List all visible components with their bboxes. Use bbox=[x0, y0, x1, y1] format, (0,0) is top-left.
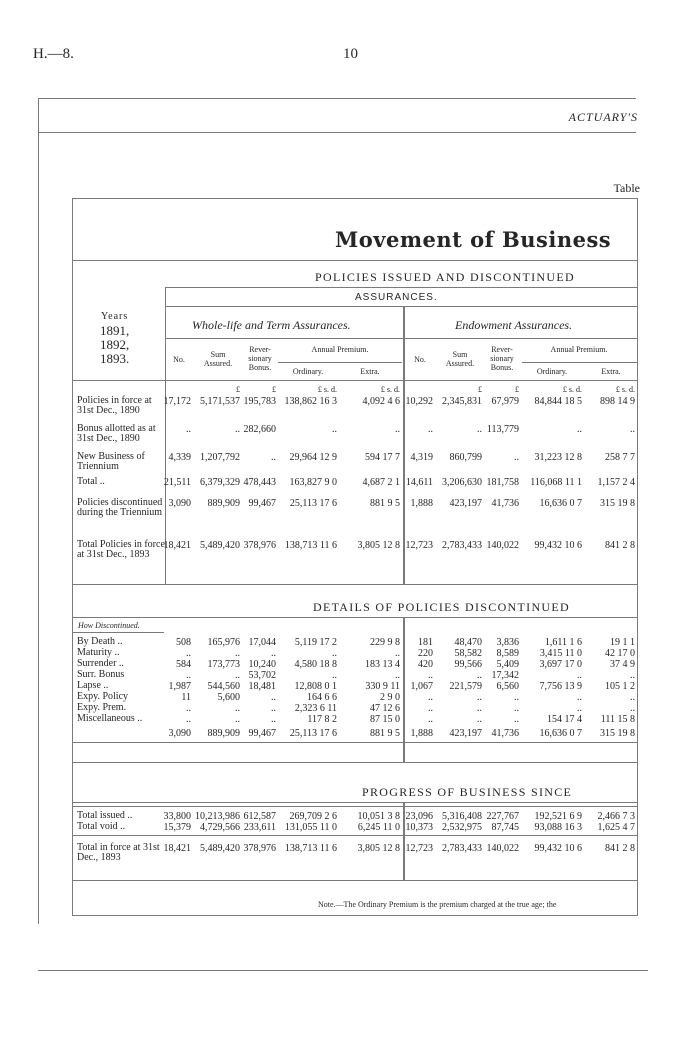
annual-rule bbox=[278, 362, 402, 363]
col-sum-assured: Sum Assured. bbox=[203, 350, 233, 368]
col-sum-assured: Sum Assured. bbox=[445, 350, 475, 368]
table-cell: 181,758 bbox=[486, 477, 519, 488]
details-heading: DETAILS OF POLICIES DISCONTINUED bbox=[313, 600, 570, 614]
footnote: Note.—The Ordinary Premium is the premium charged at the true age; the bbox=[318, 900, 557, 909]
table-cell: 584 bbox=[176, 659, 191, 670]
table-cell: 220 bbox=[418, 648, 433, 659]
table-cell: .. bbox=[271, 714, 276, 725]
table-cell: 11 bbox=[181, 692, 191, 703]
table-cell: 10,373 bbox=[405, 822, 433, 833]
details-total-rule bbox=[72, 742, 638, 743]
progress-heading-rule bbox=[72, 802, 638, 803]
how-rule bbox=[72, 632, 164, 633]
table-cell: .. bbox=[577, 670, 582, 681]
annual-rule bbox=[522, 362, 637, 363]
table-cell: 269,709 2 6 bbox=[289, 811, 337, 822]
table-cell: 881 9 5 bbox=[370, 728, 400, 739]
year-1893: 1893. bbox=[100, 351, 130, 366]
table-cell: 6,560 bbox=[496, 681, 519, 692]
table-cell: 4,092 4 6 bbox=[362, 396, 400, 407]
table-cell: 192,521 6 9 bbox=[534, 811, 582, 822]
table-cell: .. bbox=[395, 648, 400, 659]
table-cell: .. bbox=[577, 692, 582, 703]
table-cell: 4,687 2 1 bbox=[362, 477, 400, 488]
table-cell: 5,316,408 bbox=[442, 811, 482, 822]
table-cell: .. bbox=[630, 424, 635, 435]
table-cell: 18,421 bbox=[163, 843, 191, 854]
row-label: Total void .. bbox=[77, 821, 126, 832]
row-label: Expy. Prem. bbox=[77, 702, 127, 713]
table-cell: 2,783,433 bbox=[442, 540, 482, 551]
table-cell: 87 15 0 bbox=[370, 714, 400, 725]
table-cell: 233,611 bbox=[243, 822, 276, 833]
table-cell: 41,736 bbox=[491, 498, 519, 509]
col-extra: Extra. bbox=[601, 367, 621, 376]
page-left-rule bbox=[38, 98, 39, 924]
table-cell: 18,481 bbox=[248, 681, 276, 692]
table-cell: 258 7 7 bbox=[605, 452, 635, 463]
table-cell: 105 1 2 bbox=[605, 681, 635, 692]
table-cell: 41,736 bbox=[491, 728, 519, 739]
table-cell: 594 17 7 bbox=[365, 452, 400, 463]
title-rule bbox=[72, 260, 638, 261]
table-cell: 21,511 bbox=[163, 477, 191, 488]
table-cell: 16,636 0 7 bbox=[539, 498, 582, 509]
assurances-rule bbox=[165, 306, 637, 307]
table-cell: 113,779 bbox=[486, 424, 519, 435]
table-cell: 138,862 16 3 bbox=[284, 396, 337, 407]
table-cell: 25,113 17 6 bbox=[289, 498, 337, 509]
table-cell: 58,582 bbox=[454, 648, 482, 659]
years-block bbox=[100, 310, 129, 366]
table-cell: .. bbox=[332, 424, 337, 435]
unit-label: £ bbox=[478, 385, 482, 394]
table-cell: .. bbox=[428, 670, 433, 681]
table-cell: 111 15 8 bbox=[600, 714, 635, 725]
table-cell: 3,805 12 8 bbox=[357, 843, 400, 854]
table-cell: 14,611 bbox=[405, 477, 433, 488]
table-cell: 5,119 17 2 bbox=[294, 637, 337, 648]
table-cell: 99,566 bbox=[454, 659, 482, 670]
row-label: Policies in force at 31st Dec., 1890 bbox=[77, 395, 152, 416]
table-cell: 10,240 bbox=[248, 659, 276, 670]
col-ordinary: Ordinary. bbox=[536, 367, 568, 376]
table-cell: 183 13 4 bbox=[365, 659, 400, 670]
table-cell: 140,022 bbox=[486, 843, 519, 854]
page-header-code: H.—8. bbox=[33, 46, 74, 62]
table-cell: 1,625 4 7 bbox=[597, 822, 635, 833]
table-cell: .. bbox=[332, 648, 337, 659]
table-cell: 116,068 11 1 bbox=[530, 477, 582, 488]
row-label: Policies discontinued during the Triennium bbox=[77, 497, 163, 518]
table-cell: 93,088 16 3 bbox=[534, 822, 582, 833]
col-ordinary: Ordinary. bbox=[292, 367, 324, 376]
table-cell: 84,844 18 5 bbox=[534, 396, 582, 407]
table-cell: 16,636 0 7 bbox=[539, 728, 582, 739]
assurances-heading: ASSURANCES. bbox=[355, 292, 438, 303]
table-cell: 5,489,420 bbox=[200, 540, 240, 551]
table-cell: .. bbox=[271, 648, 276, 659]
table-cell: 2,532,975 bbox=[442, 822, 482, 833]
table-cell: 3,206,630 bbox=[442, 477, 482, 488]
table-cell: 889,909 bbox=[207, 498, 240, 509]
bottom-page-rule bbox=[38, 970, 648, 971]
table-cell: .. bbox=[428, 424, 433, 435]
table-cell: 2,783,433 bbox=[442, 843, 482, 854]
table-top-rule bbox=[72, 198, 638, 199]
table-cell: 117 8 2 bbox=[307, 714, 337, 725]
unit-label: £ s. d. bbox=[615, 385, 635, 394]
table-cell: 221,579 bbox=[449, 681, 482, 692]
table-cell: 17,342 bbox=[491, 670, 519, 681]
table-cell: 165,976 bbox=[207, 637, 240, 648]
row-label: Surrender .. bbox=[77, 658, 124, 669]
table-cell: 6,379,329 bbox=[200, 477, 240, 488]
table-cell: .. bbox=[271, 452, 276, 463]
table-cell: 67,979 bbox=[491, 396, 519, 407]
section1-end-rule bbox=[72, 584, 638, 585]
table-cell: 478,443 bbox=[243, 477, 276, 488]
table-cell: 1,207,792 bbox=[200, 452, 240, 463]
group-endowment: Endowment Assurances. bbox=[455, 318, 573, 332]
row-label: Expy. Policy bbox=[77, 691, 129, 702]
table-cell: 227,767 bbox=[486, 811, 519, 822]
unit-label: £ bbox=[272, 385, 276, 394]
table-cell: .. bbox=[235, 670, 240, 681]
table-cell: 6,245 11 0 bbox=[357, 822, 400, 833]
table-cell: .. bbox=[577, 703, 582, 714]
page-number: 10 bbox=[343, 46, 358, 62]
details-heading-rule bbox=[72, 617, 638, 618]
unit-label: £ bbox=[515, 385, 519, 394]
header-bottom-rule bbox=[72, 380, 638, 381]
table-cell: 544,560 bbox=[207, 681, 240, 692]
table-cell: 1,611 1 6 bbox=[544, 637, 582, 648]
table-cell: 315 19 8 bbox=[600, 498, 635, 509]
table-cell: 99,432 10 6 bbox=[534, 540, 582, 551]
table-cell: 8,589 bbox=[496, 648, 519, 659]
table-cell: 898 14 9 bbox=[600, 396, 635, 407]
table-cell: 2,345,831 bbox=[442, 396, 482, 407]
table-cell: 10,213,986 bbox=[195, 811, 240, 822]
table-cell: 47 12 6 bbox=[370, 703, 400, 714]
table-cell: 138,713 11 6 bbox=[284, 843, 337, 854]
table-cell: .. bbox=[514, 692, 519, 703]
table-cell: 3,090 bbox=[168, 498, 191, 509]
row-label: Bonus allotted as at 31st Dec., 1890 bbox=[77, 423, 156, 444]
year-1892: 1892, bbox=[100, 337, 130, 352]
table-cell: 10,292 bbox=[405, 396, 433, 407]
table-cell: 23,096 bbox=[405, 811, 433, 822]
table-cell: .. bbox=[235, 424, 240, 435]
table-title: Movement of Business bbox=[335, 227, 612, 252]
table-cell: .. bbox=[630, 670, 635, 681]
table-cell: 10,051 3 8 bbox=[357, 811, 400, 822]
table-cell: .. bbox=[235, 703, 240, 714]
table-cell: .. bbox=[428, 692, 433, 703]
progress-heading-rule bbox=[72, 806, 638, 807]
table-cell: .. bbox=[514, 452, 519, 463]
table-right-rule bbox=[637, 198, 638, 916]
table-cell: 378,976 bbox=[243, 843, 276, 854]
row-label: New Business of Triennium bbox=[77, 451, 145, 472]
section-rule bbox=[38, 132, 636, 133]
table-cell: .. bbox=[477, 424, 482, 435]
unit-label: £ s. d. bbox=[380, 385, 400, 394]
table-cell: .. bbox=[395, 670, 400, 681]
table-cell: .. bbox=[186, 670, 191, 681]
table-cell: 330 9 11 bbox=[365, 681, 400, 692]
table-cell: 173,773 bbox=[207, 659, 240, 670]
how-discontinued: How Discontinued. bbox=[78, 621, 140, 630]
table-cell: 29,964 12 9 bbox=[289, 452, 337, 463]
row-label: Lapse .. bbox=[77, 680, 109, 691]
col-rev-bonus: Rever- sionary Bonus. bbox=[490, 345, 514, 372]
table-cell: 140,022 bbox=[486, 540, 519, 551]
col-rev-bonus: Rever- sionary Bonus. bbox=[248, 345, 272, 372]
col-no: No. bbox=[173, 355, 185, 364]
table-cell: 19 1 1 bbox=[610, 637, 635, 648]
table-cell: 53,702 bbox=[248, 670, 276, 681]
progress-end-rule bbox=[72, 880, 638, 881]
table-cell: 99,432 10 6 bbox=[534, 843, 582, 854]
table-cell: 12,723 bbox=[405, 540, 433, 551]
table-cell: 4,319 bbox=[410, 452, 433, 463]
row-label: Surr. Bonus bbox=[77, 669, 125, 680]
table-cell: .. bbox=[514, 714, 519, 725]
table-cell: 1,888 bbox=[410, 498, 433, 509]
row-label: Total in force at 31st Dec., 1893 bbox=[77, 842, 160, 863]
table-cell: .. bbox=[271, 692, 276, 703]
table-cell: 37 4 9 bbox=[610, 659, 635, 670]
table-cell: .. bbox=[271, 703, 276, 714]
group-whole-life: Whole-life and Term Assurances. bbox=[192, 318, 351, 332]
table-cell: 42 17 0 bbox=[605, 648, 635, 659]
progress-rule bbox=[72, 835, 638, 836]
table-left-rule bbox=[72, 198, 73, 916]
col-no: No. bbox=[414, 355, 426, 364]
progress-heading: PROGRESS OF BUSINESS SINCE bbox=[362, 785, 573, 799]
table-label: Table bbox=[613, 181, 640, 195]
table-cell: .. bbox=[577, 424, 582, 435]
table-cell: .. bbox=[186, 648, 191, 659]
table-cell: 12,808 0 1 bbox=[294, 681, 337, 692]
table-cell: .. bbox=[395, 424, 400, 435]
unit-label: £ s. d. bbox=[317, 385, 337, 394]
table-cell: .. bbox=[630, 703, 635, 714]
row-label: Total .. bbox=[77, 476, 105, 487]
table-cell: 5,489,420 bbox=[200, 843, 240, 854]
table-cell: 4,580 18 8 bbox=[294, 659, 337, 670]
table-cell: .. bbox=[428, 703, 433, 714]
table-cell: 3,836 bbox=[496, 637, 519, 648]
col-extra: Extra. bbox=[360, 367, 380, 376]
table-cell: 841 2 8 bbox=[605, 843, 635, 854]
table-cell: 5,171,537 bbox=[200, 396, 240, 407]
row-label: By Death .. bbox=[77, 636, 123, 647]
table-cell: 1,987 bbox=[168, 681, 191, 692]
table-cell: 31,223 12 8 bbox=[534, 452, 582, 463]
table-cell: .. bbox=[428, 714, 433, 725]
row-label: Total Policies in force at 31st Dec., 1893 bbox=[77, 539, 165, 560]
years-label: Years bbox=[100, 311, 129, 322]
table-cell: 17,172 bbox=[163, 396, 191, 407]
table-cell: 1,067 bbox=[410, 681, 433, 692]
table-cell: .. bbox=[235, 714, 240, 725]
table-bottom-rule bbox=[72, 915, 638, 916]
table-cell: 508 bbox=[176, 637, 191, 648]
table-cell: 3,805 12 8 bbox=[357, 540, 400, 551]
table-cell: 5,409 bbox=[496, 659, 519, 670]
year-1891: 1891, bbox=[100, 323, 130, 338]
table-cell: .. bbox=[477, 714, 482, 725]
table-cell: 7,756 13 9 bbox=[539, 681, 582, 692]
table-cell: 17,044 bbox=[248, 637, 276, 648]
table-cell: .. bbox=[186, 424, 191, 435]
table-cell: 881 9 5 bbox=[370, 498, 400, 509]
table-cell: 2,466 7 3 bbox=[597, 811, 635, 822]
table-cell: .. bbox=[477, 692, 482, 703]
table-cell: 18,421 bbox=[163, 540, 191, 551]
table-cell: 154 17 4 bbox=[547, 714, 582, 725]
table-cell: .. bbox=[332, 670, 337, 681]
table-cell: 282,660 bbox=[243, 424, 276, 435]
table-cell: 15,379 bbox=[163, 822, 191, 833]
table-cell: 841 2 8 bbox=[605, 540, 635, 551]
unit-label: £ bbox=[236, 385, 240, 394]
table-cell: 1,888 bbox=[410, 728, 433, 739]
section-label: ACTUARY'S bbox=[568, 110, 638, 124]
table-cell: 378,976 bbox=[243, 540, 276, 551]
table-cell: 48,470 bbox=[454, 637, 482, 648]
col-annual-premium: Annual Premium. bbox=[311, 345, 369, 354]
details-end-rule bbox=[72, 762, 638, 763]
table-cell: .. bbox=[477, 703, 482, 714]
table-cell: 4,339 bbox=[168, 452, 191, 463]
table-cell: 33,800 bbox=[163, 811, 191, 822]
table-cell: 3,697 17 0 bbox=[539, 659, 582, 670]
col-rule bbox=[403, 803, 405, 880]
table-cell: 4,729,566 bbox=[200, 822, 240, 833]
issued-heading-rule bbox=[165, 287, 637, 288]
table-cell: .. bbox=[630, 692, 635, 703]
table-cell: 860,799 bbox=[449, 452, 482, 463]
table-cell: 131,055 11 0 bbox=[284, 822, 337, 833]
col-rule bbox=[403, 618, 405, 762]
table-cell: 423,197 bbox=[449, 728, 482, 739]
row-label: Total issued .. bbox=[77, 810, 133, 821]
table-cell: 164 6 6 bbox=[307, 692, 337, 703]
top-rule bbox=[38, 98, 636, 99]
table-cell: .. bbox=[186, 714, 191, 725]
table-cell: 138,713 11 6 bbox=[284, 540, 337, 551]
table-cell: .. bbox=[477, 670, 482, 681]
table-cell: 25,113 17 6 bbox=[289, 728, 337, 739]
table-cell: 2 9 0 bbox=[380, 692, 400, 703]
table-cell: .. bbox=[186, 703, 191, 714]
table-cell: 181 bbox=[418, 637, 433, 648]
table-cell: 423,197 bbox=[449, 498, 482, 509]
table-cell: 99,467 bbox=[248, 728, 276, 739]
table-cell: 315 19 8 bbox=[600, 728, 635, 739]
table-cell: 195,783 bbox=[243, 396, 276, 407]
table-cell: 1,157 2 4 bbox=[597, 477, 635, 488]
table-cell: 612,587 bbox=[243, 811, 276, 822]
table-cell: 229 9 8 bbox=[370, 637, 400, 648]
table-cell: .. bbox=[514, 703, 519, 714]
table-cell: 163,827 9 0 bbox=[289, 477, 337, 488]
row-label: Maturity .. bbox=[77, 647, 120, 658]
table-cell: 12,723 bbox=[405, 843, 433, 854]
table-cell: 889,909 bbox=[207, 728, 240, 739]
col-annual-premium: Annual Premium. bbox=[550, 345, 608, 354]
table-cell: 420 bbox=[418, 659, 433, 670]
table-cell: 3,415 11 0 bbox=[539, 648, 582, 659]
table-cell: 3,090 bbox=[168, 728, 191, 739]
table-cell: 87,745 bbox=[491, 822, 519, 833]
table-cell: 99,467 bbox=[248, 498, 276, 509]
table-cell: 2,323 6 11 bbox=[294, 703, 337, 714]
unit-label: £ s. d. bbox=[562, 385, 582, 394]
table-cell: 5,600 bbox=[217, 692, 240, 703]
row-label: Miscellaneous .. bbox=[77, 713, 143, 724]
table-cell: .. bbox=[235, 648, 240, 659]
group-rule bbox=[165, 338, 637, 339]
issued-heading: POLICIES ISSUED AND DISCONTINUED bbox=[315, 270, 575, 284]
